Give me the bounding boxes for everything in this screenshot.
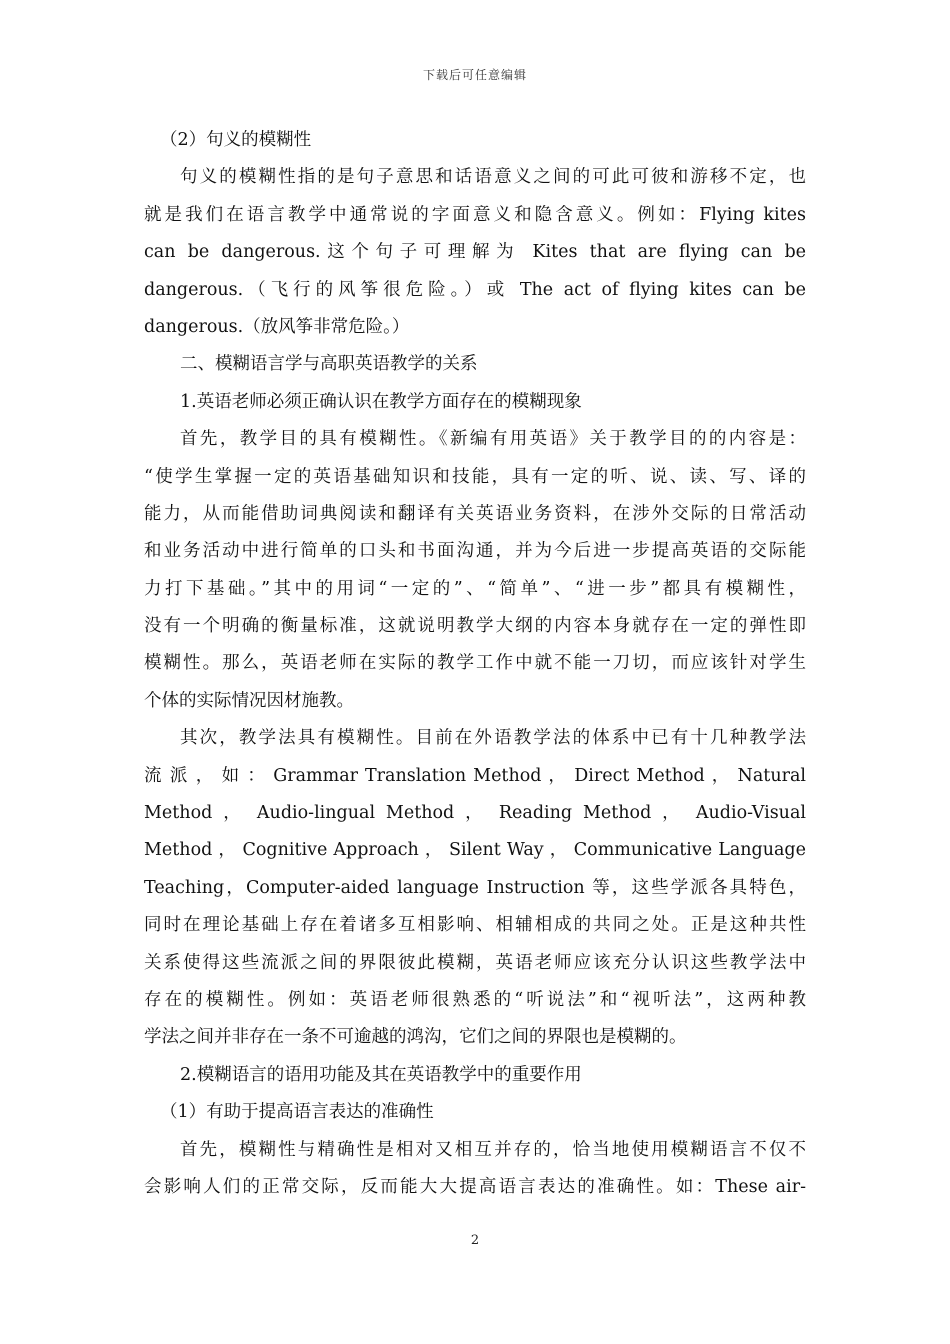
text-line: dangerous.（放风筝非常危险。）: [144, 316, 410, 337]
text-line: Method ， Cognitive Approach ， Silent Way ， Communicative Language: [144, 840, 806, 861]
text-line: （2）句义的模糊性: [160, 130, 312, 150]
text-line: 学法之间并非存在一条不可逾越的鸿沟，它们之间的界限也是模糊的。: [144, 1027, 687, 1048]
text-line: 流 派 ， 如 ： Grammar Translation Method ， Direct Method ， Natural: [144, 765, 806, 786]
text-line: 就是我们在语言教学中通常说的字面意义和隐含意义。例如：Flying kites: [144, 204, 806, 225]
text-line: Method ， Audio-lingual Method ， Reading Method ， Audio-Visual: [144, 803, 806, 824]
text-line: 其次，教学法具有模糊性。目前在外语教学法的体系中已有十几种教学法: [180, 728, 806, 749]
text-line: 2.模糊语言的语用功能及其在英语教学中的重要作用: [180, 1064, 582, 1085]
page-header: 下载后可任意编辑: [422, 68, 527, 82]
text-line: 存在的模糊性。例如：英语老师很熟悉的“听说法”和“视听法”，这两种教: [144, 989, 806, 1010]
text-line: 和业务活动中进行简单的口头和书面沟通，并为今后进一步提高英语的交际能: [144, 541, 806, 562]
text-line: 会影响人们的正常交际，反而能大大提高语言表达的准确性。如：These air-: [144, 1176, 806, 1197]
text-line: 二、模糊语言学与高职英语教学的关系: [180, 354, 478, 375]
text-line: dangerous.（飞行的风筝很危险。）或 The act of flying kites can be: [144, 279, 806, 300]
text-line: 首先，模糊性与精确性是相对又相互并存的，恰当地使用模糊语言不仅不: [180, 1139, 806, 1160]
text-line: 1.英语老师必须正确认识在教学方面存在的模糊现象: [180, 391, 582, 412]
text-line: 没有一个明确的衡量标准，这就说明教学大纲的内容本身就存在一定的弹性即: [144, 616, 806, 637]
document-body: [144, 122, 806, 1206]
text-line: 关系使得这些流派之间的界限彼此模糊，英语老师应该充分认识这些教学法中: [144, 952, 806, 973]
text-line: 个体的实际情况因材施教。: [144, 690, 354, 711]
text-line: 能力，从而能借助词典阅读和翻译有关英语业务资料，在涉外交际的日常活动: [144, 503, 806, 524]
text-line: （1）有助于提高语言表达的准确性: [160, 1102, 434, 1123]
text-line: 首先，教学目的具有模糊性。《新编有用英语》关于教学目的的内容是：: [180, 429, 806, 450]
text-line: 同时在理论基础上存在着诸多互相影响、相辅相成的共同之处。正是这种共性: [144, 915, 806, 936]
text-line: “使学生掌握一定的英语基础知识和技能，具有一定的听、说、读、写、译的: [144, 466, 806, 487]
text-line: Teaching，Computer-aided language Instruction 等，这些学派各具特色，: [144, 877, 806, 898]
page-number: 2: [470, 1233, 480, 1248]
text-line: 模糊性。那么，英语老师在实际的教学工作中就不能一刀切，而应该针对学生: [144, 653, 806, 674]
text-line: 力打下基础。”其中的用词“一定的”、“简单”、“进一步”都具有模糊性，: [144, 578, 806, 599]
text-line: can be dangerous.这个句子可理解为 Kites that are flying can be: [144, 242, 806, 263]
text-line: 句义的模糊性指的是句子意思和话语意义之间的可此可彼和游移不定，也: [180, 167, 806, 188]
